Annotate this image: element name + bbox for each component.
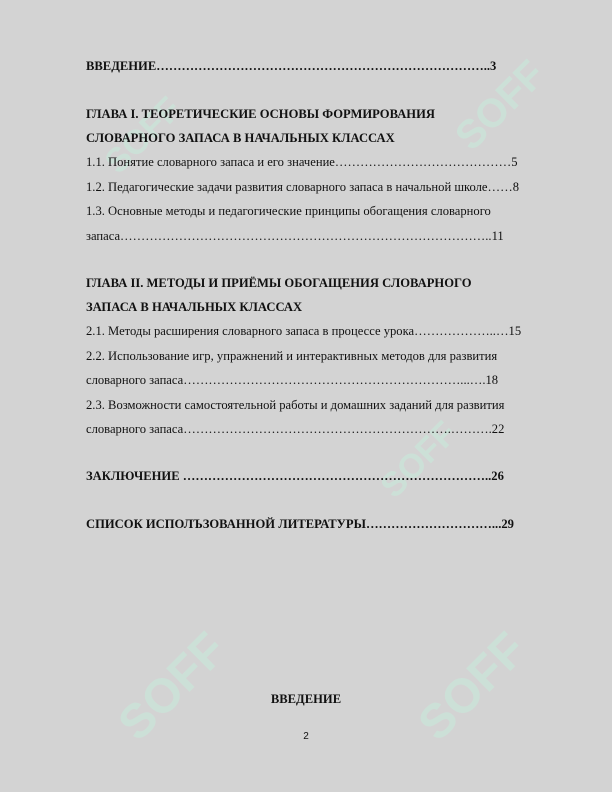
watermark-logo [390, 600, 560, 770]
toc-section-1-3-line1: 1.3. Основные методы и педагогические принципы обогащения словарного [86, 204, 491, 218]
toc-section-2-2-line2: словарного запаса…………………………………………………………...….18 [86, 373, 499, 387]
toc-section-2-3-line1: 2.3. Возможности самостоятельной работы и домашних заданий для развития [86, 398, 505, 412]
toc-entry-references: СПИСОК ИСПОЛЪЗОВАННОЙ ЛИТЕРАТУРЫ…………………………...29 [86, 517, 514, 531]
section-heading: ВВЕДЕНИЕ [270, 692, 342, 706]
toc-section-2-2-line1: 2.2. Использование игр, упражнений и интерактивных методов для развития [86, 349, 498, 363]
watermark-logo [90, 600, 260, 770]
toc-section-2-1: 2.1. Методы расширения словарного запаса в процессе урока………………..…15 [86, 324, 522, 338]
svg-text:SOFF: SOFF [373, 414, 465, 506]
toc-section-1-2: 1.2. Педагогические задачи развития словарного запаса в начальной школе……8 [86, 180, 519, 194]
svg-text:SOFF: SOFF [446, 52, 554, 159]
toc-section-1-1: 1.1. Понятие словарного запаса и его значение……………………………………5 [86, 155, 518, 169]
page-number: 2 [303, 731, 309, 742]
svg-text:SOFF: SOFF [97, 90, 189, 182]
toc-chapter1-title-line2: СЛОВАРНОГО ЗАПАСА В НАЧАЛЬНЫХ КЛАССАХ [86, 131, 395, 145]
toc-chapter2-title-line2: ЗАПАСА В НАЧАЛЬНЫХ КЛАССАХ [86, 300, 303, 314]
toc-section-2-3-line2: словарного запаса……………………………………………………….……….22 [86, 422, 505, 436]
watermark-logo [360, 400, 480, 520]
svg-text:SOFF: SOFF [108, 622, 237, 751]
svg-text:SOFF: SOFF [408, 622, 537, 751]
toc-chapter2-title-line1: ГЛАВА II. МЕТОДЫ И ПРИЁМЫ ОБОГАЩЕНИЯ СЛОВАРНОГО [86, 276, 472, 290]
toc-entry-conclusion: ЗАКЛЮЧЕНИЕ ………………………………………………………………..26 [86, 469, 504, 483]
toc-entry-introduction: ВВЕДЕНИЕ……………………………………………………………………..3 [86, 59, 497, 73]
toc-chapter1-title-line1: ГЛАВА I. ТЕОРЕТИЧЕСКИЕ ОСНОВЫ ФОРМИРОВАНИЯ [86, 107, 435, 121]
toc-section-1-3-line2: запаса……………………………………………………………………………..11 [86, 229, 504, 243]
